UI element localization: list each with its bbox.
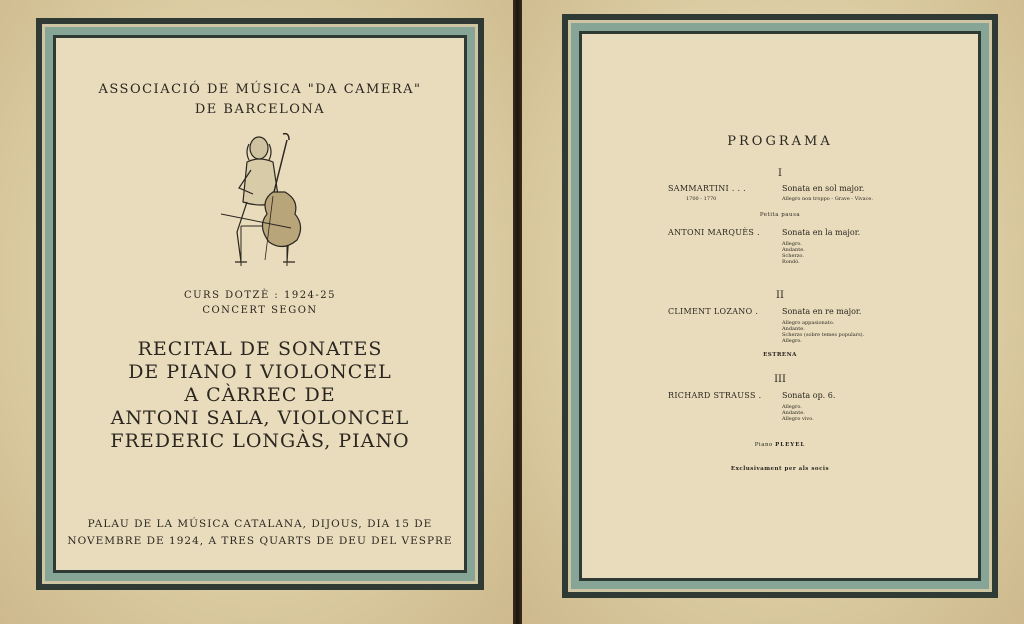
venue-info [56, 516, 464, 550]
composer-dates: 1700 - 1770 [686, 196, 717, 202]
venue-line-1: PALAU DE LA MÚSICA CATALANA, DIJOUS, DIA 15 DE [87, 518, 433, 530]
movement: Scherzo (sobre temes populars). [782, 332, 865, 338]
association-line-2: DE BARCELONA [194, 102, 326, 117]
composer-name: ANTONI MARQUÈS [668, 228, 755, 237]
part-numeral-1: I [778, 168, 782, 179]
course-line: CURS DOTZÈ : 1924-25 [183, 290, 337, 301]
movement: Scherzo. [782, 253, 804, 259]
movement: Andante. [782, 326, 805, 332]
association-line-1: ASSOCIACIÓ DE MÚSICA "DA CAMERA" [98, 82, 422, 97]
movement: Allegro appasionato. [782, 320, 835, 326]
venue-line-2: NOVEMBRE DE 1924, A TRES QUARTS DE DEU DEL VESPRE [67, 535, 453, 547]
movements: Allegro non troppo - Grave - Vivace. [782, 196, 873, 202]
piano-label: Piano [754, 442, 773, 448]
movement: Allegro. [782, 338, 802, 344]
program-border [562, 14, 998, 598]
work-title: Sonata en sol major. [782, 184, 865, 193]
recital-line-1: RECITAL DE SONATES [137, 338, 383, 360]
book-gutter [513, 0, 522, 624]
composer-strauss [668, 391, 761, 400]
work-title: Sonata en re major. [782, 307, 862, 316]
movements [782, 404, 814, 422]
movements [782, 320, 864, 344]
concert-line: CONCERT SEGON [202, 305, 318, 316]
recital-title [56, 338, 464, 453]
premiere-note: ESTRENA [763, 352, 797, 358]
cellist-engraving-icon [211, 126, 321, 276]
leader-dots: . [757, 228, 760, 237]
leader-dots: . [755, 307, 759, 316]
cover-inner [56, 38, 464, 570]
movement: Allegro. [782, 404, 802, 410]
program-title: PROGRAMA [727, 134, 833, 149]
movement: Andante. [782, 410, 805, 416]
cover-border [36, 18, 484, 590]
members-note: Exclusivament per als socis [730, 466, 830, 472]
composer-sammartini [668, 184, 746, 193]
composer-name: SAMMARTINI [668, 184, 729, 193]
movements [782, 241, 805, 265]
program-inner [582, 34, 978, 578]
course-info [56, 288, 464, 318]
leader-dots: . . . [731, 184, 747, 193]
recital-line-4: ANTONI SALA, VIOLONCEL [110, 407, 410, 429]
association-name [56, 80, 464, 120]
composer-name: CLIMENT LOZANO [668, 307, 753, 316]
piano-note [582, 442, 978, 448]
part-numeral-2: II [776, 290, 784, 301]
pause-note: Petita pausa [759, 212, 801, 218]
movement: Rondó. [782, 259, 800, 265]
leader-dots: . [758, 391, 762, 400]
composer-name: RICHARD STRAUSS [668, 391, 756, 400]
movement: Andante. [782, 247, 805, 253]
composer-lozano [668, 307, 758, 316]
recital-line-2: DE PIANO I VIOLONCEL [128, 361, 392, 383]
work-title: Sonata en la major. [782, 228, 861, 237]
composer-marques [668, 228, 760, 237]
movement: Allegro vivo. [782, 416, 814, 422]
recital-line-5: FREDERIC LONGÀS, PIANO [110, 430, 410, 452]
recital-line-3: A CÀRREC DE [184, 384, 336, 406]
piano-brand: PLEYEL [775, 442, 806, 448]
work-title: Sonata op. 6. [782, 391, 836, 400]
movement: Allegro. [782, 241, 802, 247]
part-numeral-3: III [774, 374, 786, 385]
program-page [522, 0, 1024, 624]
